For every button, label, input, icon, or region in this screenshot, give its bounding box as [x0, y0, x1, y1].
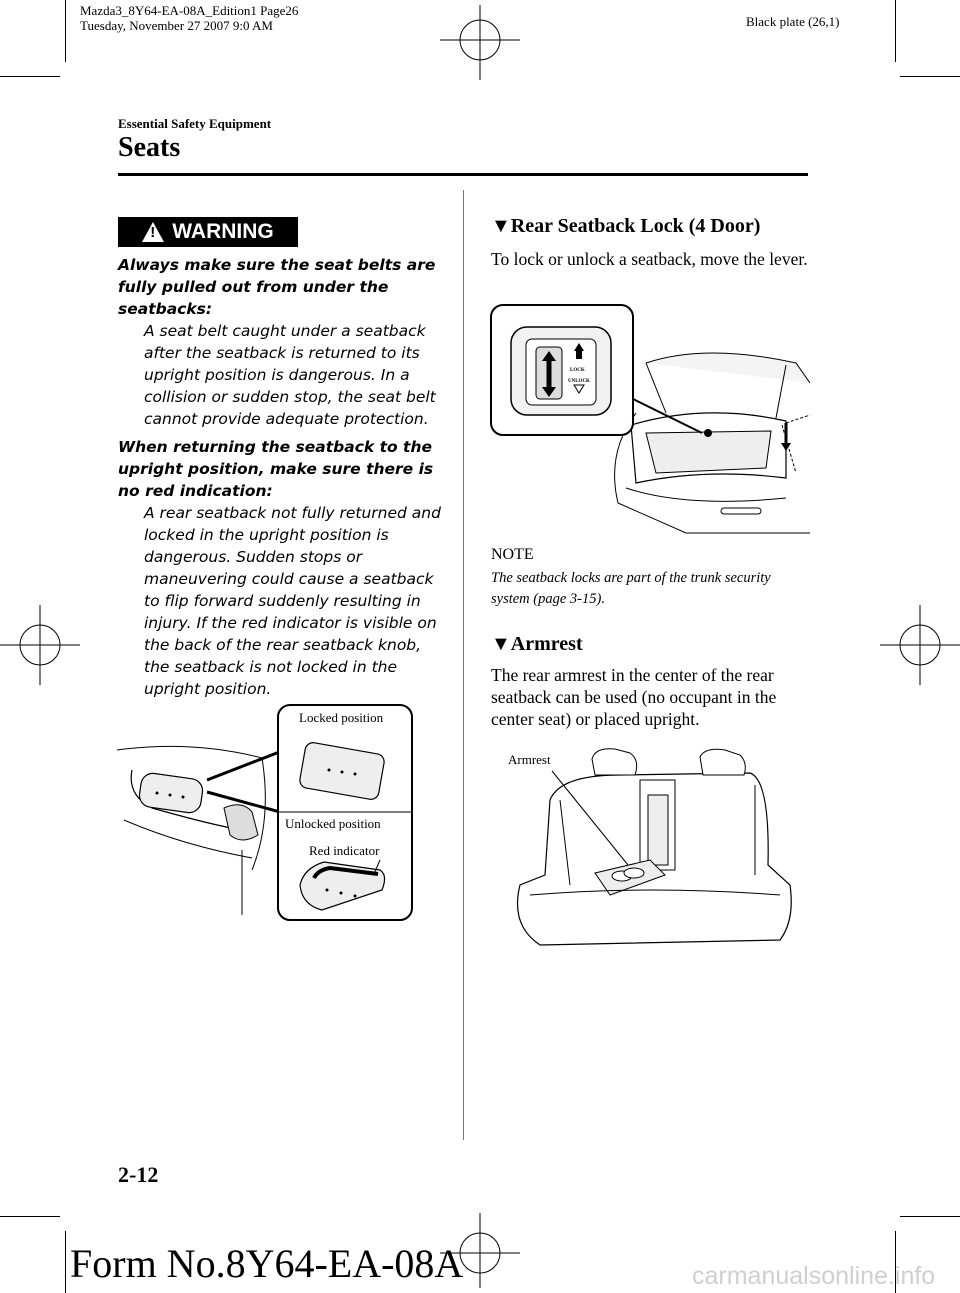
- page-number: 2-12: [118, 1162, 159, 1187]
- armrest-label: Armrest: [508, 752, 551, 767]
- crop-mark: [65, 1231, 66, 1293]
- red-indicator-label: Red indicator: [309, 843, 380, 858]
- rear-seat-armrest-illustration: [500, 745, 800, 950]
- title-rule: [118, 173, 808, 176]
- registration-mark: [880, 605, 960, 685]
- warning-item1-heading: Always make sure the seat belts are fully pulled out from under the seatbacks:: [118, 256, 436, 318]
- warning-item2-heading: When returning the seatback to the upright position, make sure there is no red indication:: [118, 438, 434, 500]
- warning-icon: !: [142, 222, 164, 242]
- locked-position-label: Locked position: [299, 710, 384, 725]
- crop-mark: [900, 1216, 960, 1217]
- unlocked-position-label: Unlocked position: [285, 816, 381, 831]
- file-timestamp: Tuesday, November 27 2007 9:0 AM: [80, 18, 273, 33]
- watermark: carmanualsonline.info: [692, 1262, 936, 1290]
- seatback-knob-illustration: [112, 700, 417, 925]
- unlock-text: UNLOCK: [568, 379, 590, 384]
- note-body: The seatback locks are part of the trunk security system (page 3-15).: [491, 570, 771, 607]
- warning-item1-body: A seat belt caught under a seatback after the seatback is returned to its upright position is dangerous. In a collision or sudden stop, the seat belt cannot provide adequate protection.: [144, 322, 436, 428]
- file-info: [80, 3, 298, 33]
- warning-item2-body: A rear seatback not fully returned and locked in the upright position is dangerous. Sudden stops or maneuvering could cause a seatback to flip forward suddenly resulting in injury. If the red indicator is visible on the back of the rear seatback knob, the seatback is not locked in the upright position.: [144, 504, 441, 698]
- crop-mark: [65, 0, 66, 62]
- registration-mark: [0, 605, 80, 685]
- lock-text: LOCK: [570, 368, 585, 373]
- crop-mark: [0, 1216, 60, 1217]
- registration-mark: [440, 0, 520, 80]
- page-title: Seats: [118, 132, 181, 163]
- file-name: Mazda3_8Y64-EA-08A_Edition1 Page26: [80, 3, 299, 18]
- rear-seatback-lock-heading: [491, 215, 760, 238]
- rear-lock-heading-text: Rear Seatback Lock (4 Door): [510, 215, 761, 237]
- armrest-body: The rear armrest in the center of the rear seatback can be used (no occupant in the center seat) or placed upright.: [491, 665, 777, 729]
- column-divider: [463, 190, 464, 1140]
- armrest-heading-text: Armrest: [510, 633, 583, 655]
- note-label: NOTE: [491, 546, 534, 563]
- section-label: Essential Safety Equipment: [118, 116, 272, 131]
- warning-banner: [118, 217, 298, 247]
- trunk-lever-illustration: [486, 303, 810, 538]
- section-bullet-icon: ▼: [491, 633, 511, 655]
- form-number: Form No.8Y64-EA-08A: [70, 1241, 464, 1286]
- plate-label: Black plate (26,1): [746, 14, 840, 29]
- armrest-heading: [491, 633, 583, 656]
- rear-lock-body: To lock or unlock a seatback, move the lever.: [491, 249, 808, 269]
- warning-label: WARNING: [172, 220, 274, 243]
- crop-mark: [0, 76, 60, 77]
- section-bullet-icon: ▼: [491, 215, 511, 237]
- crop-mark: [895, 0, 896, 62]
- crop-mark: [900, 76, 960, 77]
